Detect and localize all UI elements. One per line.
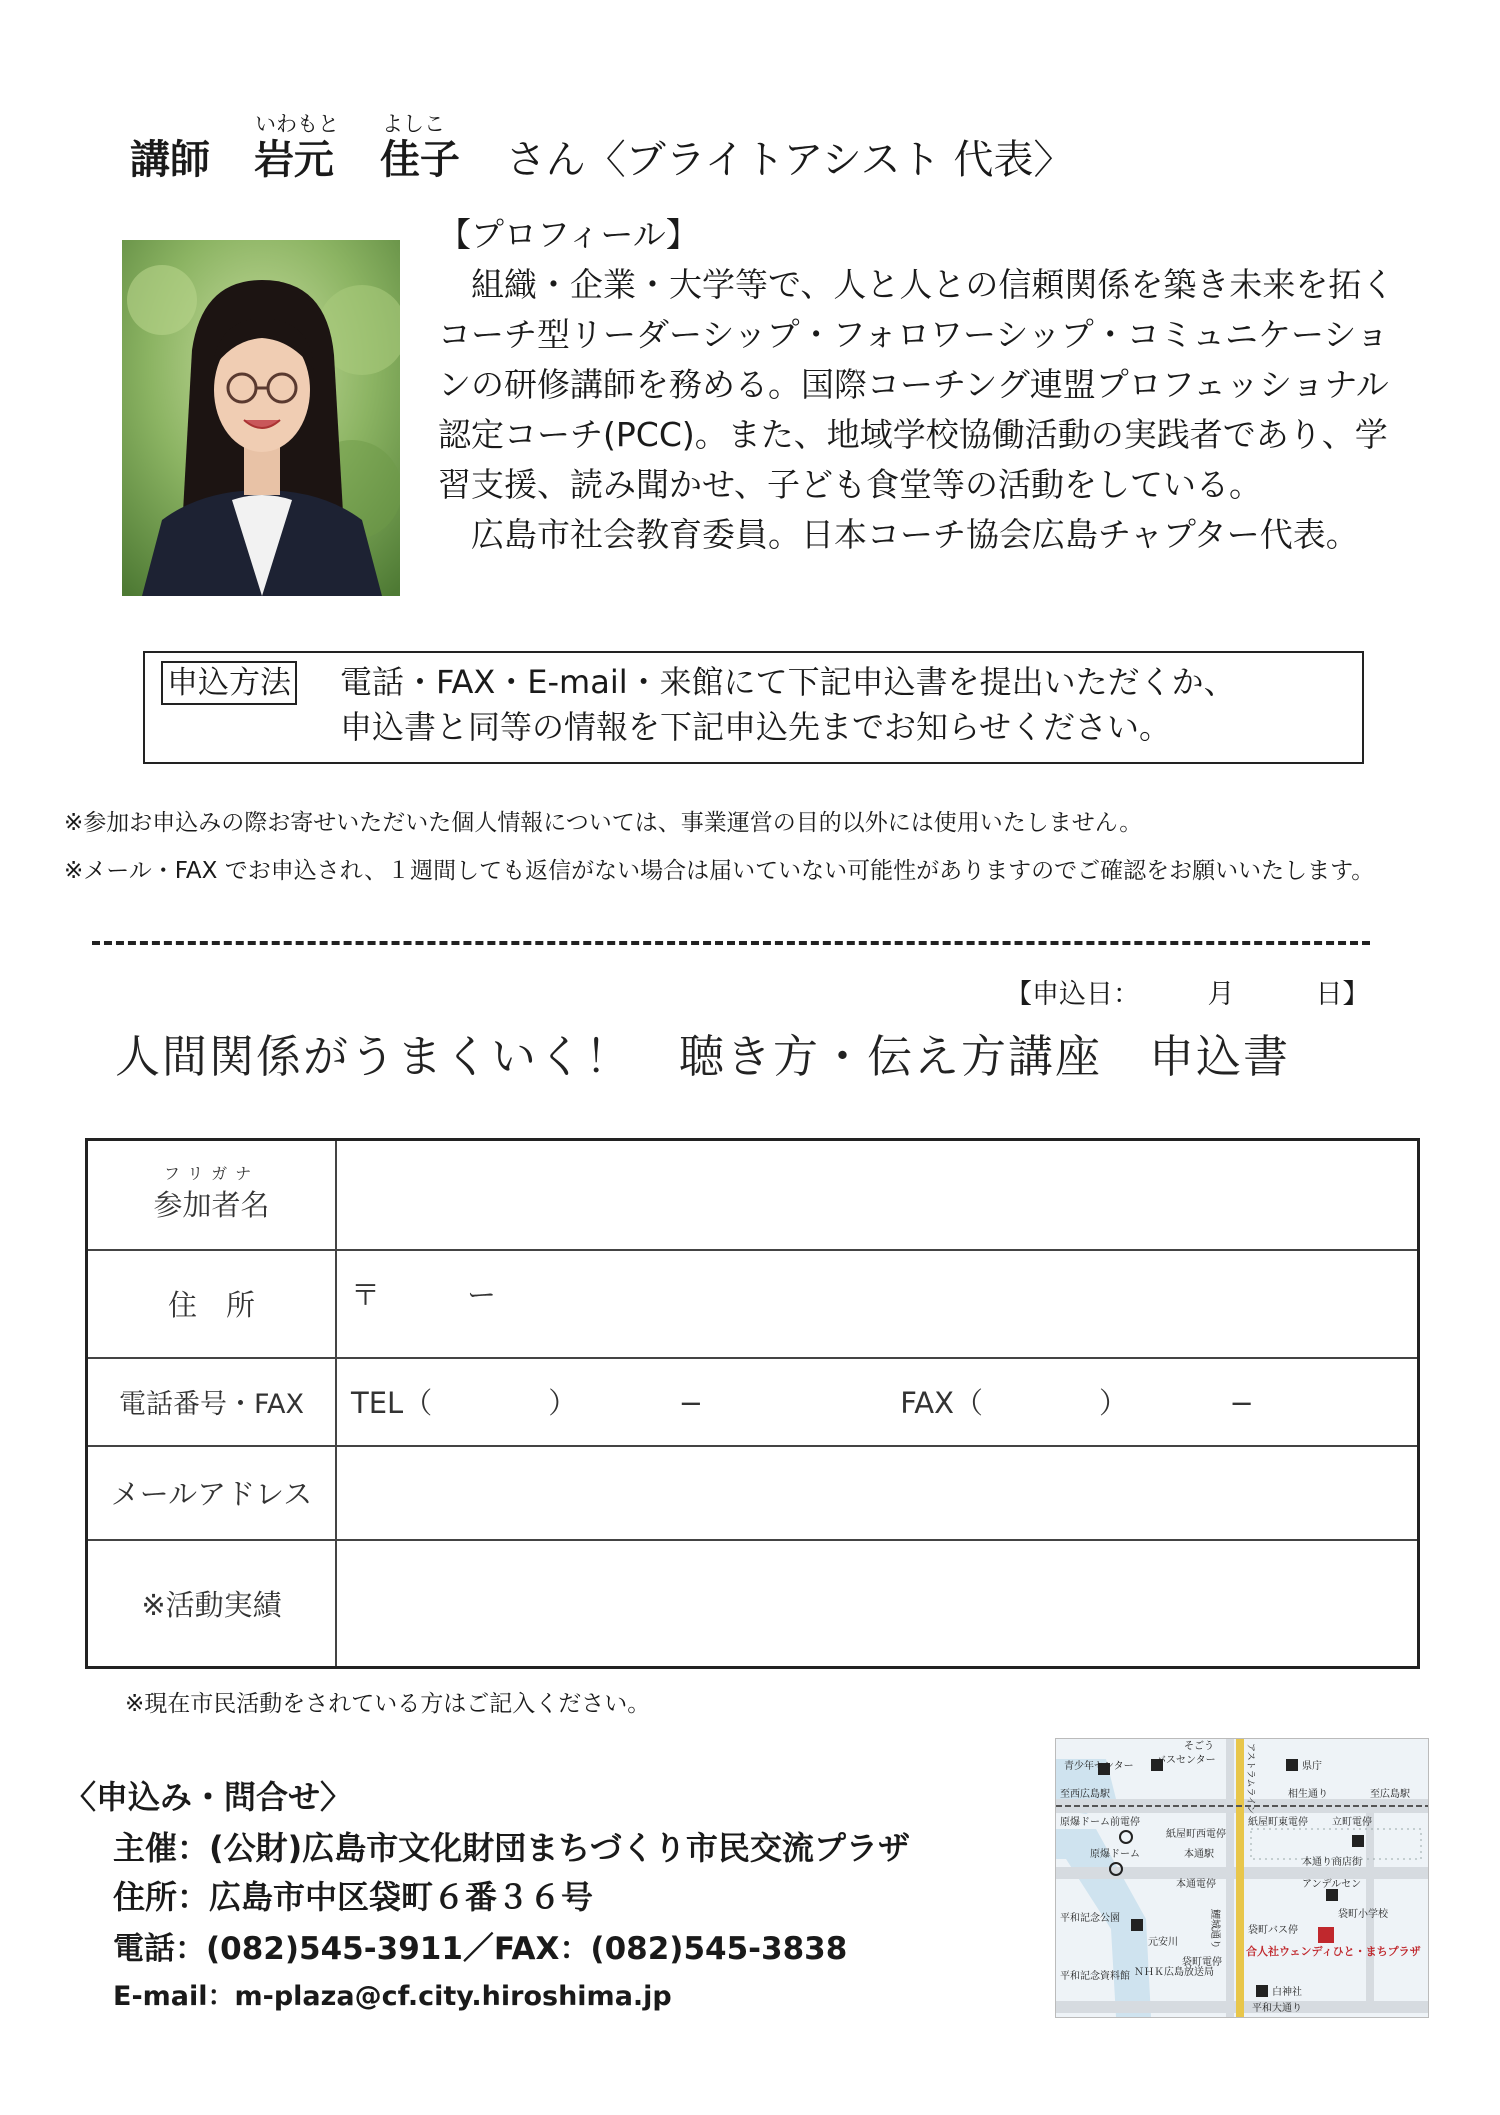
profile-line: 認定コーチ(PCC)。また、地域学校協働活動の実践者であり、学 [438,415,1388,454]
cut-line [92,941,1370,945]
map-label-aioi: 相生通り [1288,1789,1328,1800]
form-row-activity [87,1540,1419,1668]
map-label-tatemachi: 立町電停 [1332,1817,1372,1828]
speaker-photo [122,240,400,596]
map-label-fukuromachi-stop: 袋町電停 [1182,1957,1222,1968]
apply-method-line: 電話・FAX・E-mail・来館にて下記申込書を提出いただくか、 [340,663,1236,701]
map-label-shirakami: 白神社 [1272,1987,1302,1998]
family-name-ruby: いわもと [255,112,339,136]
profile-line: コーチ型リーダーシップ・フォロワーシップ・コミュニケーショ [438,315,1389,354]
given-name-ruby: よしこ [382,112,445,136]
activity-input-cell[interactable] [336,1540,1419,1668]
tel-field[interactable]: TEL（ ） − [351,1386,703,1420]
fax-field[interactable]: FAX（ ） − [900,1386,1254,1420]
activity-label: ※活動実績 [87,1540,337,1668]
email-line[interactable]: E-mail：m-plaza@cf.city.hiroshima.jp [113,1981,672,2012]
profile-line: ンの研修講師を務める。国際コーチング連盟プロフェッショナル [438,365,1389,404]
map-label-astram: アストラムライン [1245,1743,1255,1815]
form-row-email [87,1446,1419,1540]
speaker-affiliation: さん〈ブライトアシスト 代表〉 [505,137,1074,183]
map-label-genbaku-dome: 原爆ドーム [1090,1849,1140,1860]
name-label: 参加者名 [153,1188,270,1223]
map-label-plaza: 合人社ウェンディひと・まちプラザ [1246,1945,1421,1958]
name-input-cell[interactable] [336,1140,1419,1250]
reply-note: ※メール・FAX でお申込され、１週間しても返信がない場合は届いていない可能性がありますのでご確認をお願いいたします。 [64,858,1375,884]
map-label-bus-center: バスセンター [1156,1755,1216,1766]
map-label-heiwa-odori: 平和大通り [1252,2003,1302,2014]
postal-code-mark: 〒 ー [351,1277,497,1312]
map-label-andersen: アンデルセン [1302,1879,1362,1890]
map-label-hondori-shop: 本通り商店街 [1302,1857,1362,1868]
profile-section [438,210,1438,560]
map-label-hondori-stop: 本通電停 [1176,1879,1216,1890]
map-label-kamiyacho-nishi: 紙屋町西電停 [1166,1829,1226,1840]
map-label-kamiyacho-higashi: 紙屋町東電停 [1248,1817,1308,1828]
form-title: 人間関係がうまくいく！ 聴き方・伝え方講座 申込書 [115,1030,1291,1083]
address-line: 住所：広島市中区袋町６番３６号 [113,1878,594,1916]
map-label-hondori-station: 本通駅 [1184,1849,1214,1860]
map-label-rijo: 鯉城通り [1209,1909,1220,1949]
email-input-cell[interactable] [336,1446,1419,1540]
map-label-nishihiroshima: 至西広島駅 [1060,1789,1110,1800]
speaker-heading [130,128,1073,185]
address-input-cell[interactable] [336,1250,1419,1358]
map-label-nhk: ＮＨＫ広島放送局 [1134,1967,1214,1978]
privacy-note: ※参加お申込みの際お寄せいただいた個人情報については、事業運営の目的以外には使用いたしません。 [64,810,1143,836]
map-label-hiroshima-station: 至広島駅 [1370,1789,1410,1800]
address-label: 住 所 [87,1250,337,1358]
phone-fax-input-cell[interactable] [336,1358,1419,1446]
application-form-table [85,1138,1420,1669]
email-label: メールアドレス [87,1446,337,1540]
form-row-address [87,1250,1419,1358]
form-row-name [87,1140,1419,1250]
speaker-role: 講師 [130,137,210,183]
organizer-line: 主催：(公財)広島市文化財団まちづくり市民交流プラザ [113,1829,910,1867]
apply-method-label: 申込方法 [161,661,297,705]
speaker-given-name: 佳子 [379,137,460,183]
map-label-peace-museum: 平和記念資料館 [1060,1971,1130,1982]
phone-fax-label: 電話番号・FAX [87,1358,337,1446]
speaker-family-name: 岩元 [253,137,334,183]
map-label-sogo: そごう [1184,1741,1214,1752]
phone-line: 電話：(082)545-3911／FAX：(082)545-3838 [113,1931,848,1967]
map-label-genbaku-mae: 原爆ドーム前電停 [1060,1817,1140,1828]
apply-method-line: 申込書と同等の情報を下記申込先までお知らせください。 [340,708,1172,746]
activity-footnote: ※現在市民活動をされている方はご記入ください。 [125,1691,651,1717]
furigana-label: フリガナ [163,1164,260,1184]
profile-line: 習支援、読み聞かせ、子ども食堂等の活動をしている。 [438,465,1263,504]
map-label-motoyasu: 元安川 [1148,1937,1178,1948]
map-label-youth-center: 青少年センター [1064,1761,1134,1772]
apply-date-field[interactable]: 【申込日： 月 日】 [1005,979,1370,1010]
name-label-cell [87,1140,337,1250]
profile-line: 組織・企業・大学等で、人と人との信頼関係を築き未来を拓く [438,265,1395,304]
profile-heading: 【プロフィール】 [438,215,699,254]
map-label-kencho: 県庁 [1302,1761,1322,1772]
contact-heading: 〈申込み・問合せ〉 [64,1778,353,1816]
profile-line: 広島市社会教育委員。日本コーチ協会広島チャプター代表。 [438,515,1359,554]
map-label-fukuromachi-school: 袋町小学校 [1338,1909,1388,1920]
apply-method-text [340,660,1236,750]
access-map [1055,1738,1429,2018]
map-label-fukuromachi-bus: 袋町バス停 [1248,1925,1298,1936]
map-label-peace-park: 平和記念公園 [1060,1913,1120,1924]
form-row-phone [87,1358,1419,1446]
